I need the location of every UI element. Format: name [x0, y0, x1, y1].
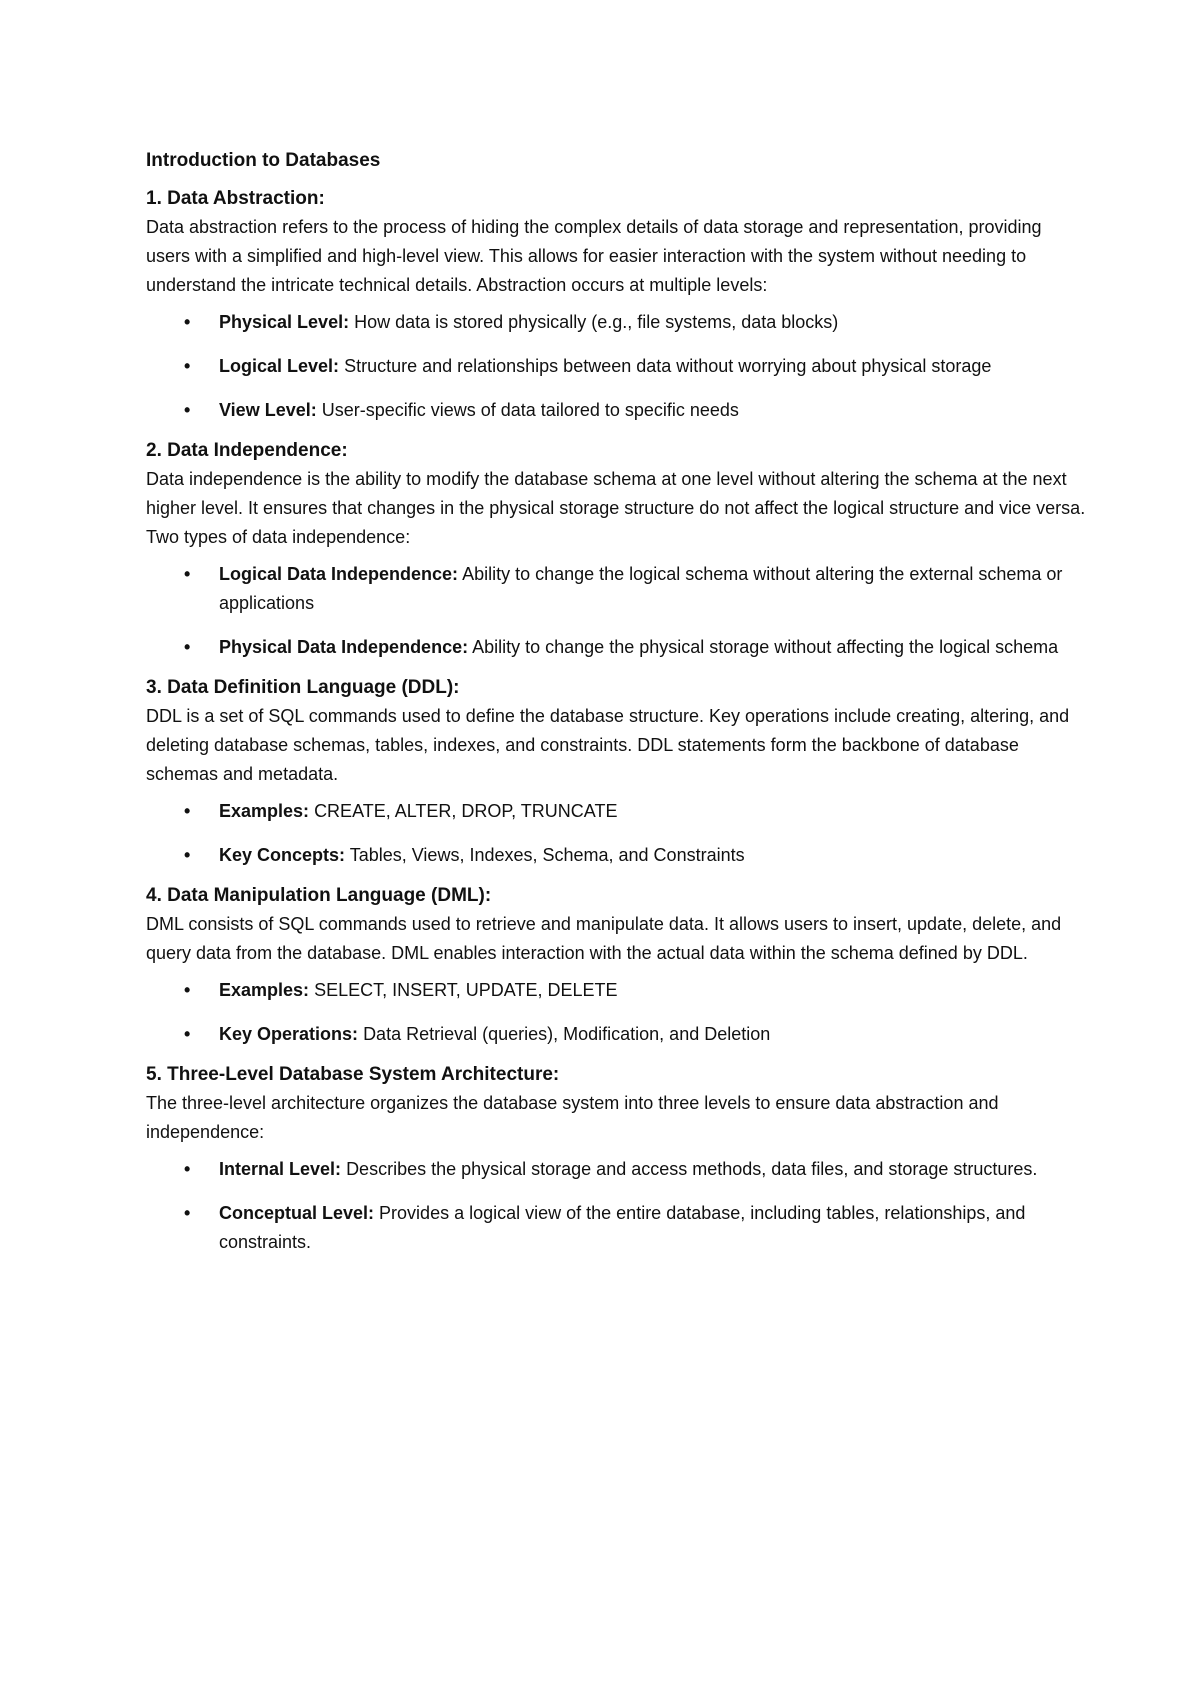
bullet-icon: •: [184, 801, 191, 821]
section-4: [146, 881, 1086, 1049]
bullet-term: Examples:: [219, 801, 310, 821]
list-item: [146, 1199, 1086, 1257]
bullet-icon: •: [184, 356, 191, 376]
section-2: [146, 436, 1086, 662]
bullet-list: [146, 1155, 1086, 1257]
list-item: [146, 841, 1086, 870]
section-1: [146, 184, 1086, 425]
bullet-icon: •: [184, 1203, 191, 1223]
section-heading: 3. Data Definition Language (DDL):: [146, 677, 460, 698]
section-body: DML consists of SQL commands used to retrieve and manipulate data. It allows users to insert, update, delete, and query data from the database. DML enables interaction with the actual data within the schema defined by DDL.: [146, 914, 1062, 963]
bullet-list: [146, 797, 1086, 870]
list-item: [146, 633, 1086, 662]
list-item: [146, 976, 1086, 1005]
list-item: [146, 560, 1086, 618]
bullet-text: CREATE, ALTER, DROP, TRUNCATE: [314, 801, 618, 821]
bullet-icon: •: [184, 312, 191, 332]
bullet-icon: •: [184, 980, 191, 1000]
section-heading: 1. Data Abstraction:: [146, 188, 325, 209]
section-5: [146, 1060, 1086, 1257]
list-item: [146, 352, 1086, 381]
bullet-text: Data Retrieval (queries), Modification, and Deletion: [363, 1024, 771, 1044]
document-title: Introduction to Databases: [146, 150, 381, 171]
bullet-icon: •: [184, 1024, 191, 1044]
list-item: [146, 797, 1086, 826]
list-item: [146, 396, 1086, 425]
list-item: [146, 1020, 1086, 1049]
section-body: Data independence is the ability to modify the database schema at one level without altering the schema at the next higher level. It ensures that changes in the physical storage structure do not affect the logical structure and vice versa. Two types of data independence:: [146, 469, 1086, 547]
bullet-term: Logical Level:: [219, 356, 340, 376]
section-heading: 5. Three-Level Database System Architecture:: [146, 1064, 560, 1085]
bullet-term: Conceptual Level:: [219, 1203, 375, 1223]
bullet-list: [146, 560, 1086, 662]
bullet-term: Key Operations:: [219, 1024, 359, 1044]
section-body: Data abstraction refers to the process of hiding the complex details of data storage and representation, providing users with a simplified and high-level view. This allows for easier interaction with the system without needing to understand the intricate technical details. Abstraction occurs at multiple levels:: [146, 217, 1042, 295]
bullet-list: [146, 976, 1086, 1049]
section-3: [146, 673, 1086, 870]
list-item: [146, 308, 1086, 337]
section-body: DDL is a set of SQL commands used to define the database structure. Key operations include creating, altering, and deleting database schemas, tables, indexes, and constraints. DDL statements form the backbone of database schemas and metadata.: [146, 706, 1070, 784]
bullet-term: Physical Data Independence:: [219, 637, 469, 657]
sections-container: [146, 184, 1086, 1257]
bullet-text: Structure and relationships between data without worrying about physical storage: [344, 356, 992, 376]
bullet-list: [146, 308, 1086, 425]
bullet-text: User-specific views of data tailored to specific needs: [321, 400, 739, 420]
list-item: [146, 1155, 1086, 1184]
bullet-icon: •: [184, 400, 191, 420]
bullet-text: Ability to change the physical storage without affecting the logical schema: [472, 637, 1059, 657]
bullet-text: SELECT, INSERT, UPDATE, DELETE: [314, 980, 618, 1000]
bullet-icon: •: [184, 637, 191, 657]
section-body: The three-level architecture organizes the database system into three levels to ensure data abstraction and independence:: [146, 1093, 999, 1142]
section-heading: 2. Data Independence:: [146, 440, 348, 461]
bullet-text: Ability to change the logical schema without altering the external schema or applications: [219, 564, 1063, 613]
bullet-text: Tables, Views, Indexes, Schema, and Constraints: [349, 845, 745, 865]
bullet-icon: •: [184, 564, 191, 584]
bullet-term: Logical Data Independence:: [219, 564, 459, 584]
bullet-icon: •: [184, 1159, 191, 1179]
bullet-text: Describes the physical storage and access methods, data files, and storage structures.: [346, 1159, 1038, 1179]
bullet-term: Internal Level:: [219, 1159, 342, 1179]
document-page: [146, 146, 1086, 1268]
bullet-term: Physical Level:: [219, 312, 350, 332]
bullet-term: Examples:: [219, 980, 310, 1000]
bullet-term: Key Concepts:: [219, 845, 346, 865]
bullet-text: How data is stored physically (e.g., file systems, data blocks): [354, 312, 839, 332]
section-heading: 4. Data Manipulation Language (DML):: [146, 885, 492, 906]
bullet-term: View Level:: [219, 400, 317, 420]
bullet-text: Provides a logical view of the entire database, including tables, relationships, and constraints.: [219, 1203, 1026, 1252]
bullet-icon: •: [184, 845, 191, 865]
